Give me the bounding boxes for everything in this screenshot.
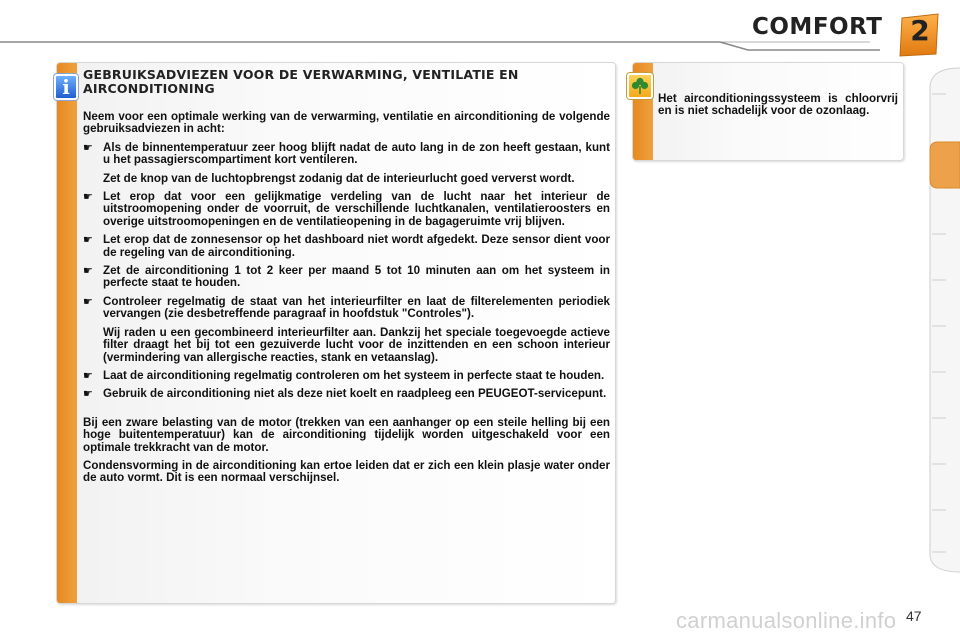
- closing-paragraph-load: Bij een zware belasting van de motor (trekken van een aanhanger op een steile helling bij een hoge buitentemperatuur) kan de airconditioning tijdelijk worden uitgeschakeld voor een optimale trekkracht van de motor.: [83, 415, 610, 454]
- section-title: COMFORT: [752, 14, 883, 40]
- list-item: [83, 388, 610, 400]
- pointing-hand-icon: ☛: [83, 387, 93, 401]
- list-item: [83, 296, 610, 364]
- pointing-hand-icon: ☛: [83, 190, 93, 204]
- clover-icon: [627, 73, 653, 99]
- info-panel-content: [83, 68, 610, 485]
- list-item-subtext: Wij raden u een gecombineerd interieurfilter aan. Dankzij het speciale toegevoegde actieve filter draagt het bij tot een gezuiverde lucht voor de inzittenden en een schoon interieur (vermindering van allergische reacties, stank en vetaanslag).: [103, 325, 610, 364]
- pointing-hand-icon: ☛: [83, 264, 93, 278]
- pointing-hand-icon: ☛: [83, 368, 93, 382]
- page-number: 47: [906, 608, 922, 624]
- list-item: [83, 234, 610, 259]
- list-item-subtext: Zet de knop van de luchtopbrengst zodanig dat de interieurlucht goed ververst wordt.: [103, 171, 575, 185]
- list-item-text: Zet de airconditioning 1 tot 2 keer per maand 5 tot 10 minuten aan om het systeem in perfecte staat te houden.: [103, 264, 610, 290]
- list-item: [83, 370, 610, 382]
- info-panel-accent-stripe: [57, 63, 77, 603]
- intro-paragraph: Neem voor een optimale werking van de verwarming, ventilatie en airconditioning de volgende gebruiksadviezen in acht:: [83, 110, 610, 136]
- list-item-text: Gebruik de airconditioning niet als deze niet koelt en raadpleeg een PEUGEOT-servicepunt.: [103, 387, 607, 401]
- list-item: [83, 265, 610, 290]
- watermark: carmanualsonline.info: [676, 608, 897, 633]
- list-item-text: Controleer regelmatig de staat van het interieurfilter en laat de filterelementen periodiek vervangen (zie desbetreffende paragraaf in hoofdstuk "Controles").: [103, 294, 610, 321]
- pointing-hand-icon: ☛: [83, 140, 93, 154]
- closing-paragraph-condensation: Condensvorming in de airconditioning kan ertoe leiden dat er zich een klein plasje water onder de auto vormt. Dit is een normaal verschijnsel.: [83, 458, 610, 485]
- list-item: [83, 142, 610, 185]
- list-item: [83, 191, 610, 228]
- list-item-text: Let erop dat voor een gelijkmatige verdeling van de lucht naar het interieur de uitstroomopening onder de voorruit, de verschillende luchtkanalen, ventilatieroosters en overige uitstroomopeningen en de ventilatieopening in de bagageruimte vrij blijven.: [103, 190, 610, 228]
- pointing-hand-icon: ☛: [83, 294, 93, 308]
- list-item-text: Als de binnentemperatuur zeer hoog blijft nadat de auto lang in de zon heeft gestaan, kunt u het passagierscompartiment kort ventileren.: [103, 140, 610, 167]
- info-panel-title: GEBRUIKSADVIEZEN VOOR DE VERWARMING, VENTILATIE EN AIRCONDITIONING: [83, 67, 519, 96]
- pointing-hand-icon: ☛: [83, 233, 93, 247]
- environment-text: Het airconditioningssysteem is chloorvrij en is niet schadelijk voor de ozonlaag.: [658, 92, 898, 118]
- header-rule: [0, 40, 960, 52]
- info-icon: i: [54, 74, 78, 100]
- list-item-text: Let erop dat de zonnesensor op het dashboard niet wordt afgedekt. Deze sensor dient voor de regeling van de airconditioning.: [103, 233, 610, 259]
- chapter-number: 2: [910, 14, 930, 47]
- advice-list: [83, 142, 610, 401]
- list-item-text: Laat de airconditioning regelmatig controleren om het systeem in perfecte staat te houden.: [103, 368, 605, 382]
- chapter-tabs[interactable]: [926, 66, 960, 574]
